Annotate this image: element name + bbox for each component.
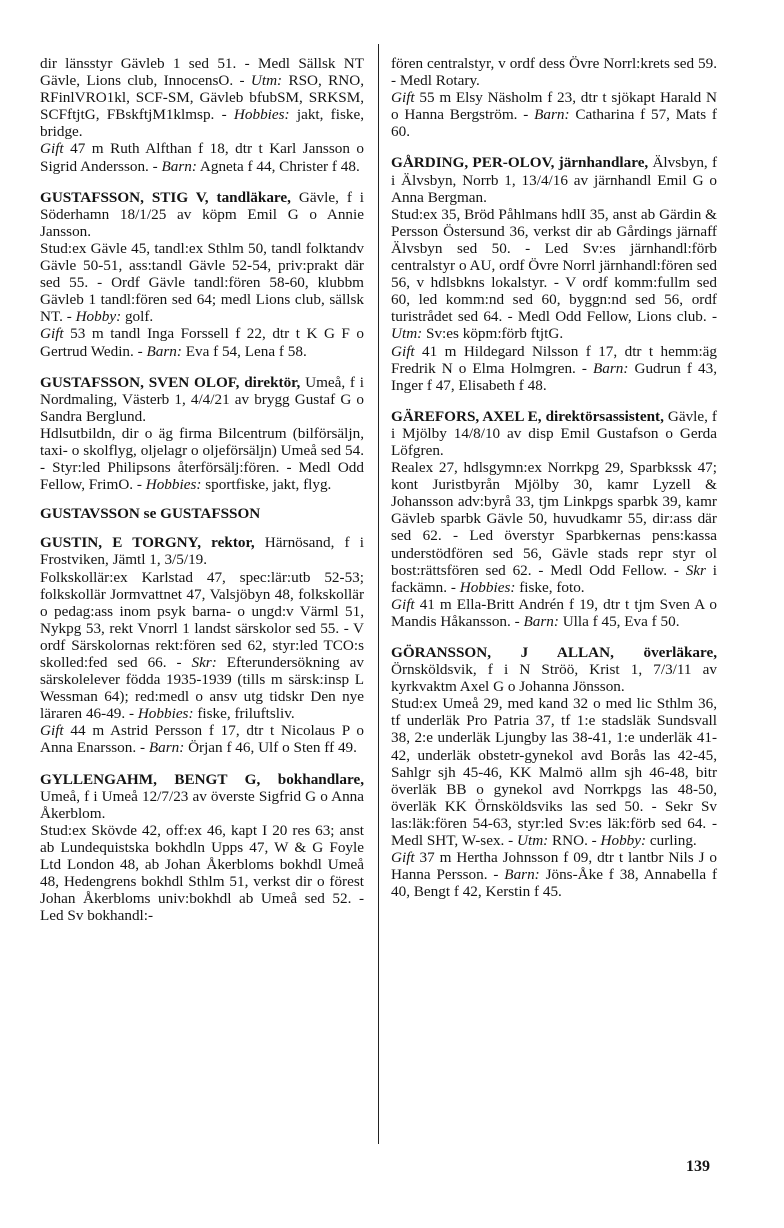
page-number: 139 (686, 1158, 710, 1175)
entry-heading: GÅRDING, PER-OLOV, järnhandlare, Älvsbyn, f i Älvsbyn, Norrb 1, 13/4/16 av järnhandl Emil G o Anna Bergman. (391, 154, 717, 206)
entry-career: Stud:ex Skövde 42, off:ex 46, kapt I 20 res 63; anst ab Lundequistska bokhdln Upps 47, W & G Foyle Ltd London 48, ab Johan Åkerbloms bokhdl Umeå 48, Hedengrens bokhdl Sthlm 51, verkst dir o förest Johan Åkerbloms univ:bokhdl ab Umeå sed 52. - Led Sv bokhandl:- (40, 821, 364, 925)
entry-garding-per-olov (391, 154, 717, 393)
entry-gustafsson-sven (40, 374, 364, 494)
entry-heading: GUSTAFSSON, SVEN OLOF, direktör, Umeå, f i Nordmaling, Västerb 1, 4/4/21 av brygg Gustaf G o Sandra Berglund. (40, 373, 364, 425)
right-column (391, 55, 717, 900)
cross-reference: GUSTAVSSON se GUSTAFSSON (40, 505, 261, 523)
entry-gyllengahm-bengt (40, 771, 364, 925)
entry-family: Gift 47 m Ruth Alfthan f 18, dtr t Karl Jansson o Sigrid Andersson. - Barn: Agneta f 44, Christer f 48. (40, 140, 364, 175)
entry-family: Gift 53 m tandl Inga Forssell f 22, dtr t K G F o Gertrud Wedin. - Barn: Eva f 54, Lena f 58. (40, 325, 364, 360)
entry-heading: GÖRANSSON, J ALLAN, överläkare, Örnsköldsvik, f i N Ströö, Krist 1, 7/3/11 av kyrkvaktm Axel G o Johanna Jönsson. (391, 644, 718, 696)
entry-heading: GUSTIN, E TORGNY, rektor, Härnösand, f i Frostviken, Jämtl 1, 3/5/19. (40, 534, 364, 569)
entry-goransson-allan (391, 644, 717, 900)
entry-heading: GÄREFORS, AXEL E, direktörsassistent, Gävle, f i Mjölby 14/8/10 av disp Emil Gustafson o Gerda Löfgren. (391, 407, 717, 459)
entry-career: Stud:ex Gävle 45, tandl:ex Sthlm 50, tandl folktandv Gävle 50-51, ass:tandl Gävle 52-54, priv:prakt där sed 55. - Ordf Gävle tandl:fören 58-60, klubbm Gävleb 1 tandl:fören sed 64; medl Lions club, sällsk NT. - Hobby: golf. (40, 239, 364, 326)
entry-career: dir länsstyr Gävleb 1 sed 51. - Medl Sällsk NT Gävle, Lions club, InnocensO. - Utm: RSO, RNO, RFinlVRO1kl, SCF-SM, Gävleb bfubSM, SRKSM, SCFftjtG, FBskftjM1klmsp. - Hobbies: jakt, fiske, bridge. (40, 55, 364, 141)
entry-career: Realex 27, hdlsgymn:ex Norrkpg 29, Sparbkssk 47; kont Juristbyrån Mjölby 30, kamr Lyzell & Johansson adv:byrå 33, tjm Linkpgs sparbk 39, kamr Gävleb sparbk Gävle 50, huvudkamr 55, dir:ass där sed 62. - Led överstyr Sparbkernas pens:kassa understödfören sed 56, Gävle stads repr styr ol bost:rättsfören sed 62. - Medl Odd Fellow. - Skr i fackämn. - Hobbies: fiske, foto. (391, 459, 717, 596)
entry-family: Gift 44 m Astrid Persson f 17, dtr t Nicolaus P o Anna Enarsson. - Barn: Örjan f 46, Ulf o Sten ff 49. (40, 722, 364, 757)
entry-career: Hdlsutbildn, dir o äg firma Bilcentrum (bilförsäljn, taxi- o skolflyg, oljelagr o oljeförsäljn) Umeå sed 54. - Styr:led Philipsons återförsälj:fören. - Medl Odd Fellow, FrimO. - Hobbies: sportfiske, jakt, flyg. (40, 424, 364, 494)
entry-family: Gift 41 m Ella-Britt Andrén f 19, dtr t tjm Sven A o Mandis Håkansson. - Barn: Ulla f 45, Eva f 50. (391, 595, 717, 630)
entry-gustin-torgny (40, 534, 364, 756)
column-divider (378, 44, 379, 1144)
entry-career: fören centralstyr, v ordf dess Övre Norrl:krets sed 59. - Medl Rotary. (391, 55, 717, 90)
entry-gustafsson-stig (40, 189, 364, 360)
entry-heading: GYLLENGAHM, BENGT G, bokhandlare, Umeå, f i Umeå 12/7/23 av överste Sigfrid G o Anna Åkerblom. (40, 770, 364, 822)
entry-family: Gift 37 m Hertha Johnsson f 09, dtr t lantbr Nils J o Hanna Persson. - Barn: Jöns-Åke f 38, Annabella f 40, Bengt f 42, Kerstin f 45. (391, 849, 718, 901)
entry-career: Stud:ex 35, Bröd Påhlmans hdlI 35, anst ab Gärdin & Persson Östersund 36, verkst dir ab Gårdings järnaff Älvsbyn sed 50. - Led Sv:es järnhandl:förb centralstyr o AU, ordf Övre Norrl järnhandl:fören sed 56, v hdlsbkns lokalstyr. - V ordf komm:fullm sed 60, led komm:nd sed 60, byggn:nd sed 56, ordf turistrådet sed 64. - Medl Odd Fellow, Lions club. - Utm: Sv:es köpm:förb ftjtG. (391, 205, 717, 343)
entry-continuation-left (40, 55, 364, 175)
entry-heading: GUSTAFSSON, STIG V, tandläkare, Gävle, f i Söderhamn 18/1/25 av köpm Emil G o Annie Jansson. (40, 188, 365, 240)
entry-career: Stud:ex Umeå 29, med kand 32 o med lic Sthlm 36, tf underläk Pro Patria 37, tf 1:e stadsläk Sundsvall 38, 2:e underläk Ljungby las 38-41, 1:e underläk 41-42, underläk obstetr-gynekol avd Borås las 42-45, Sahlgr sjh 45-46, KK Malmö allm sjh 46-48, bitr överläk BB o gynekol avd Norrkpgs las 48-50, överläk KK Örnsköldsviks las sed 50. - Sekr Sv las:läk:fören 54-63, styr:led Sv:es läk:förb sed 64. - Medl SHT, W-sex. - Utm: RNO. - Hobby: curling. (391, 695, 717, 850)
entry-continuation-right (391, 55, 717, 140)
entry-garefors-axel (391, 408, 717, 630)
left-column (40, 55, 364, 924)
entry-family: Gift 41 m Hildegard Nilsson f 17, dtr t hemm:äg Fredrik N o Elma Holmgren. - Barn: Gudrun f 43, Inger f 47, Elisabeth f 48. (391, 342, 717, 394)
entry-career: Folkskollär:ex Karlstad 47, spec:lär:utb 52-53; folkskollär Jormvattnet 47, Valsjöbyn 48, folkskollär o pedag:ass inom psyk barna- o ungd:v Värml 51, Nykpg 53, rekt Vnorrl 1 landst särskolor sed 55. - V ordf Särskolornas rekt:fören sed 62, styr:led TCO:s skolled:fed sed 66. - Skr: Efterundersökning av särskolelever födda 1935-1939 (tills m särsk:insp L Wessman 64); red:medl o ansv utg tidskr Den nye läraren 46-49. - Hobbies: fiske, friluftsliv. (40, 568, 364, 723)
entry-family: Gift 55 m Elsy Näsholm f 23, dtr t sjökapt Harald N o Hanna Bergström. - Barn: Catharina f 57, Mats f 60. (391, 89, 717, 141)
